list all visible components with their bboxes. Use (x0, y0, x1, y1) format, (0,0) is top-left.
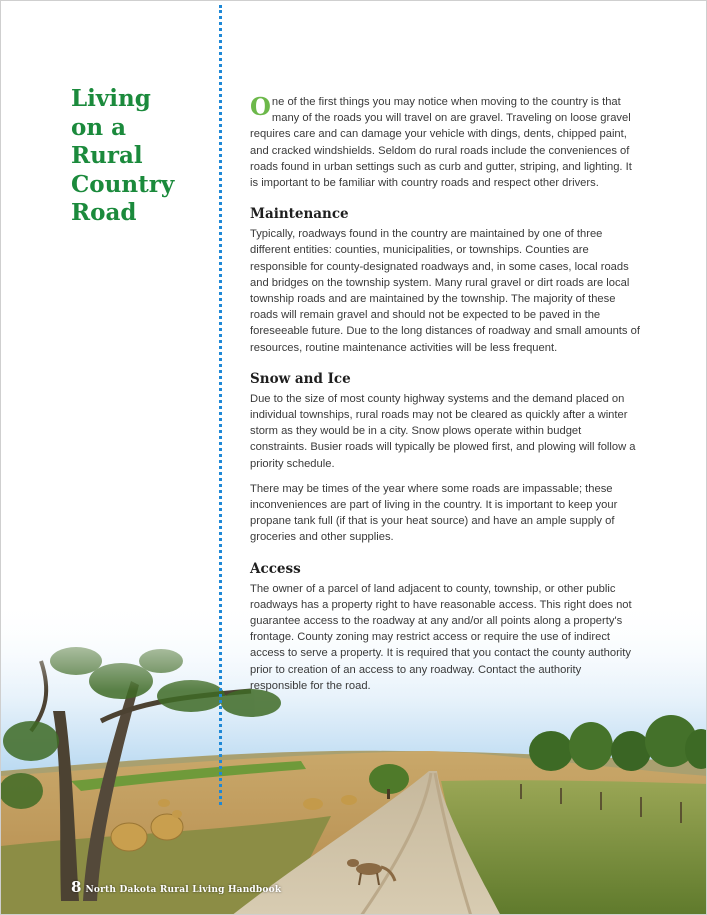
title-line: Living (71, 85, 151, 112)
title-line: on a (71, 113, 126, 141)
paragraph: Due to the size of most county highway systems and the demand placed on individual townships, rural roads may not be cleared as quickly after a winter storm as they would be in a city. Snow plows operate within budget constraints. Busier roads will typically be plowed first, and plowing will follow a priority schedule. (250, 392, 636, 470)
publication-title: North Dakota Rural Living Handbook (85, 885, 282, 895)
page-footer (71, 877, 281, 896)
page-title (71, 85, 211, 228)
title-line: Road (71, 199, 137, 226)
drop-cap: O (250, 92, 271, 121)
paragraph: Typically, roadways found in the country are maintained by one of three different entities: counties, municipalities, or townships. Counties are responsible for county-designated roadways and, in some cases, local roads and bridges on the township system. Many rural gravel or dirt roads are local township roads and are maintained by the township. The majority of these roads will remain gravel and should not be expected to be paved in the foreseeable future. Due to the long distances of roadway and small amounts of resources, routine maintenance activities will be less frequent. (250, 228, 640, 354)
page-number: 8 (71, 878, 82, 896)
paragraph: The owner of a parcel of land adjacent to county, township, or other public roadways has a property right to have reasonable access. This right does not guarantee access to the roadway at any and/or all points along a property's frontage. County zoning may restrict access or require the use of indirect access to serve a property. It is required that you contact the county authority prior to creation of an access to any roadway. Contact the authority responsible for the road. (250, 582, 632, 692)
article-body (250, 94, 640, 703)
title-line: Country (71, 170, 175, 198)
section-heading-maintenance: Maintenance (250, 206, 349, 223)
dotted-divider (219, 5, 222, 805)
section-heading-access: Access (250, 560, 301, 577)
intro-text: ne of the first things you may notice when moving to the country is that many of the roads you will travel on are gravel. Traveling on loose gravel requires care and can damage your vehicle with dings, dents, chipped paint, and cracked windshields. Seldom do rural roads include the conveniences of roads found in urban settings such as curb and gutter, striping, and lighting. It is important to be familiar with country roads and respect other drivers. (250, 96, 632, 190)
paragraph: There may be times of the year where some roads are impassable; these inconveniences are part of living in the country. It is important to keep your propane tank full (if that is your heat source) and have an ample supply of groceries and other supplies. (250, 482, 618, 544)
section-heading-snow-and-ice: Snow and Ice (250, 370, 351, 387)
title-line: Rural (71, 142, 143, 169)
intro-paragraph (250, 94, 640, 191)
